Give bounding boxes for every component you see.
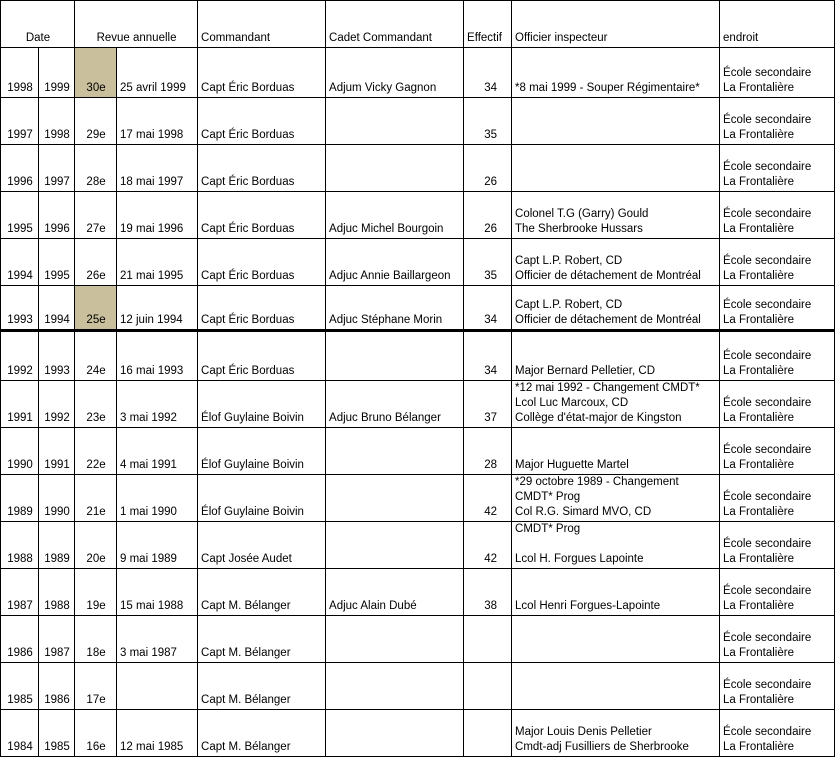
endroit-line: École secondaire bbox=[723, 397, 812, 409]
table-row bbox=[1, 616, 835, 663]
endroit-line: La Frontalière bbox=[723, 176, 794, 188]
commandant-cell: Capt Éric Borduas bbox=[198, 145, 326, 192]
cadet-commandant-cell: Adjuc Michel Bourgoin bbox=[326, 192, 464, 239]
revue-number-cell: 19e bbox=[75, 569, 117, 616]
end-year-cell: 1988 bbox=[39, 569, 75, 616]
end-year-cell: 1996 bbox=[39, 192, 75, 239]
start-year-cell: 1989 bbox=[1, 475, 39, 522]
table-row bbox=[1, 710, 835, 757]
endroit-line: École secondaire bbox=[723, 67, 812, 79]
end-year-cell: 1994 bbox=[39, 286, 75, 331]
commandant-cell: Capt M. Bélanger bbox=[198, 663, 326, 710]
revue-number-cell: 29e bbox=[75, 98, 117, 145]
revue-date-cell: 21 mai 1995 bbox=[117, 239, 198, 286]
effectif-cell: 35 bbox=[464, 98, 512, 145]
officier-line: Officier de détachement de Montréal bbox=[515, 314, 701, 326]
cadet-commandant-cell bbox=[326, 98, 464, 145]
officier-line: Lcol Henri Forgues-Lapointe bbox=[515, 600, 661, 612]
end-year-cell: 1989 bbox=[39, 522, 75, 569]
end-year-cell: 1997 bbox=[39, 145, 75, 192]
header-row bbox=[1, 1, 835, 48]
effectif-cell: 34 bbox=[464, 286, 512, 331]
officier-line: *12 mai 1992 - Changement CMDT* bbox=[515, 382, 700, 394]
revue-number-cell: 18e bbox=[75, 616, 117, 663]
officier-line: Colonel T.G (Garry) Gould bbox=[515, 208, 649, 220]
revue-number-cell: 28e bbox=[75, 145, 117, 192]
start-year-cell: 1996 bbox=[1, 145, 39, 192]
endroit-line: La Frontalière bbox=[723, 741, 794, 753]
endroit-line: École secondaire bbox=[723, 255, 812, 267]
commandant-cell: Capt M. Bélanger bbox=[198, 616, 326, 663]
table-row bbox=[1, 569, 835, 616]
endroit-line: La Frontalière bbox=[723, 506, 794, 518]
officier-inspecteur-cell bbox=[512, 475, 720, 522]
commandant-cell: Capt M. Bélanger bbox=[198, 569, 326, 616]
revue-number-cell: 30e bbox=[75, 48, 117, 98]
effectif-cell: 35 bbox=[464, 239, 512, 286]
header-date: Date bbox=[1, 1, 75, 48]
endroit-line: La Frontalière bbox=[723, 647, 794, 659]
officier-line: Cmdt-adj Fusilliers de Sherbrooke bbox=[515, 741, 689, 753]
officier-line bbox=[515, 537, 717, 552]
officier-line: CMDT* Prog bbox=[515, 523, 581, 535]
commandant-cell: Capt Éric Borduas bbox=[198, 98, 326, 145]
start-year-cell: 1985 bbox=[1, 663, 39, 710]
start-year-cell: 1991 bbox=[1, 381, 39, 428]
cadet-commandant-cell bbox=[326, 522, 464, 569]
table-row bbox=[1, 475, 835, 522]
start-year-cell: 1987 bbox=[1, 569, 39, 616]
commandant-cell: Élof Guylaine Boivin bbox=[198, 428, 326, 475]
header-effectif: Effectif bbox=[464, 1, 512, 48]
cadet-commandant-cell: Adjuc Alain Dubé bbox=[326, 569, 464, 616]
endroit-line: La Frontalière bbox=[723, 553, 794, 565]
officier-line: Capt L.P. Robert, CD bbox=[515, 255, 623, 267]
effectif-cell: 38 bbox=[464, 569, 512, 616]
officier-line: Lcol Luc Marcoux, CD bbox=[515, 397, 629, 409]
end-year-cell: 1998 bbox=[39, 98, 75, 145]
endroit-cell bbox=[720, 331, 835, 381]
officier-inspecteur-cell bbox=[512, 98, 720, 145]
effectif-cell: 34 bbox=[464, 48, 512, 98]
header-endroit: endroit bbox=[720, 1, 835, 48]
revue-number-cell: 24e bbox=[75, 331, 117, 381]
commandant-cell: Capt Éric Borduas bbox=[198, 239, 326, 286]
revue-date-cell: 18 mai 1997 bbox=[117, 145, 198, 192]
commandant-cell: Capt Éric Borduas bbox=[198, 48, 326, 98]
endroit-line: La Frontalière bbox=[723, 600, 794, 612]
commandant-cell: Capt M. Bélanger bbox=[198, 710, 326, 757]
effectif-cell: 26 bbox=[464, 192, 512, 239]
cadet-commandant-cell: Adjuc Annie Baillargeon bbox=[326, 239, 464, 286]
endroit-cell bbox=[720, 381, 835, 428]
start-year-cell: 1992 bbox=[1, 331, 39, 381]
endroit-line: La Frontalière bbox=[723, 270, 794, 282]
table-row bbox=[1, 428, 835, 475]
revue-date-cell: 4 mai 1991 bbox=[117, 428, 198, 475]
commandant-cell: Capt Éric Borduas bbox=[198, 192, 326, 239]
commandant-cell: Capt Éric Borduas bbox=[198, 286, 326, 331]
revue-date-cell: 12 mai 1985 bbox=[117, 710, 198, 757]
revue-number-cell: 27e bbox=[75, 192, 117, 239]
revue-number-cell: 21e bbox=[75, 475, 117, 522]
endroit-line: École secondaire bbox=[723, 161, 812, 173]
table-row bbox=[1, 331, 835, 381]
endroit-cell bbox=[720, 145, 835, 192]
effectif-cell bbox=[464, 710, 512, 757]
endroit-cell bbox=[720, 522, 835, 569]
revue-date-cell: 3 mai 1992 bbox=[117, 381, 198, 428]
effectif-cell bbox=[464, 663, 512, 710]
start-year-cell: 1994 bbox=[1, 239, 39, 286]
header-revue: Revue annuelle bbox=[75, 1, 198, 48]
revue-date-cell: 17 mai 1998 bbox=[117, 98, 198, 145]
cadet-commandant-cell bbox=[326, 331, 464, 381]
officier-line: Officier de détachement de Montréal bbox=[515, 270, 701, 282]
revue-number-cell: 23e bbox=[75, 381, 117, 428]
cadet-commandant-cell bbox=[326, 145, 464, 192]
end-year-cell: 1992 bbox=[39, 381, 75, 428]
effectif-cell bbox=[464, 616, 512, 663]
officier-line: CMDT* Prog bbox=[515, 491, 581, 503]
start-year-cell: 1998 bbox=[1, 48, 39, 98]
start-year-cell: 1997 bbox=[1, 98, 39, 145]
revue-date-cell: 12 juin 1994 bbox=[117, 286, 198, 331]
table-row bbox=[1, 192, 835, 239]
revue-date-cell: 3 mai 1987 bbox=[117, 616, 198, 663]
effectif-cell: 37 bbox=[464, 381, 512, 428]
revue-number-cell: 16e bbox=[75, 710, 117, 757]
revue-date-cell: 9 mai 1989 bbox=[117, 522, 198, 569]
endroit-line: École secondaire bbox=[723, 350, 812, 362]
end-year-cell: 1985 bbox=[39, 710, 75, 757]
start-year-cell: 1995 bbox=[1, 192, 39, 239]
cadet-commandant-cell bbox=[326, 475, 464, 522]
officier-inspecteur-cell bbox=[512, 522, 720, 569]
revue-date-cell bbox=[117, 663, 198, 710]
cadet-commandant-cell: Adjum Vicky Gagnon bbox=[326, 48, 464, 98]
end-year-cell: 1999 bbox=[39, 48, 75, 98]
cadet-commandant-cell: Adjuc Stéphane Morin bbox=[326, 286, 464, 331]
endroit-cell bbox=[720, 616, 835, 663]
officier-line: Major Louis Denis Pelletier bbox=[515, 726, 652, 738]
officier-inspecteur-cell bbox=[512, 569, 720, 616]
endroit-cell bbox=[720, 48, 835, 98]
endroit-cell bbox=[720, 98, 835, 145]
end-year-cell: 1987 bbox=[39, 616, 75, 663]
officier-inspecteur-cell bbox=[512, 710, 720, 757]
endroit-line: La Frontalière bbox=[723, 365, 794, 377]
table-row bbox=[1, 48, 835, 98]
officier-inspecteur-cell bbox=[512, 239, 720, 286]
commandant-cell: Capt Josée Audet bbox=[198, 522, 326, 569]
table-body bbox=[1, 48, 835, 757]
commandant-cell: Élof Guylaine Boivin bbox=[198, 475, 326, 522]
end-year-cell: 1986 bbox=[39, 663, 75, 710]
effectif-cell: 34 bbox=[464, 331, 512, 381]
officier-inspecteur-cell bbox=[512, 145, 720, 192]
endroit-line: La Frontalière bbox=[723, 223, 794, 235]
revue-number-cell: 25e bbox=[75, 286, 117, 331]
officier-line: Major Bernard Pelletier, CD bbox=[515, 365, 656, 377]
table-row bbox=[1, 381, 835, 428]
endroit-line: La Frontalière bbox=[723, 82, 794, 94]
commandant-cell: Élof Guylaine Boivin bbox=[198, 381, 326, 428]
officier-inspecteur-cell bbox=[512, 428, 720, 475]
effectif-cell: 42 bbox=[464, 522, 512, 569]
officier-line: Capt L.P. Robert, CD bbox=[515, 299, 623, 311]
endroit-line: École secondaire bbox=[723, 299, 812, 311]
table-row bbox=[1, 286, 835, 331]
start-year-cell: 1993 bbox=[1, 286, 39, 331]
effectif-cell: 28 bbox=[464, 428, 512, 475]
endroit-line: La Frontalière bbox=[723, 412, 794, 424]
endroit-cell bbox=[720, 663, 835, 710]
table-row bbox=[1, 98, 835, 145]
officier-inspecteur-cell bbox=[512, 192, 720, 239]
endroit-cell bbox=[720, 286, 835, 331]
effectif-cell: 42 bbox=[464, 475, 512, 522]
officier-inspecteur-cell bbox=[512, 286, 720, 331]
endroit-line: École secondaire bbox=[723, 632, 812, 644]
endroit-line: École secondaire bbox=[723, 679, 812, 691]
endroit-cell bbox=[720, 192, 835, 239]
endroit-line: La Frontalière bbox=[723, 314, 794, 326]
officier-line: *29 octobre 1989 - Changement bbox=[515, 476, 679, 488]
endroit-cell bbox=[720, 428, 835, 475]
revue-date-cell: 16 mai 1993 bbox=[117, 331, 198, 381]
endroit-line: École secondaire bbox=[723, 208, 812, 220]
endroit-cell bbox=[720, 239, 835, 286]
revue-date-cell: 1 mai 1990 bbox=[117, 475, 198, 522]
start-year-cell: 1984 bbox=[1, 710, 39, 757]
table-row bbox=[1, 522, 835, 569]
endroit-line: École secondaire bbox=[723, 444, 812, 456]
table-row bbox=[1, 239, 835, 286]
header-officier: Officier inspecteur bbox=[512, 1, 720, 48]
endroit-cell bbox=[720, 569, 835, 616]
endroit-line: La Frontalière bbox=[723, 129, 794, 141]
endroit-line: École secondaire bbox=[723, 585, 812, 597]
endroit-cell bbox=[720, 710, 835, 757]
officier-line: Lcol H. Forgues Lapointe bbox=[515, 553, 644, 565]
cadet-commandant-cell bbox=[326, 616, 464, 663]
revue-date-cell: 25 avril 1999 bbox=[117, 48, 198, 98]
revue-date-cell: 19 mai 1996 bbox=[117, 192, 198, 239]
end-year-cell: 1993 bbox=[39, 331, 75, 381]
endroit-line: École secondaire bbox=[723, 726, 812, 738]
endroit-line: École secondaire bbox=[723, 114, 812, 126]
cadet-commandant-cell bbox=[326, 428, 464, 475]
endroit-cell bbox=[720, 475, 835, 522]
header-cadet: Cadet Commandant bbox=[326, 1, 464, 48]
end-year-cell: 1995 bbox=[39, 239, 75, 286]
start-year-cell: 1986 bbox=[1, 616, 39, 663]
revue-date-cell: 15 mai 1988 bbox=[117, 569, 198, 616]
header-commandant: Commandant bbox=[198, 1, 326, 48]
end-year-cell: 1990 bbox=[39, 475, 75, 522]
officier-inspecteur-cell bbox=[512, 616, 720, 663]
table-row bbox=[1, 663, 835, 710]
officier-line: Major Huguette Martel bbox=[515, 459, 629, 471]
start-year-cell: 1988 bbox=[1, 522, 39, 569]
endroit-line: École secondaire bbox=[723, 538, 812, 550]
officier-inspecteur-cell bbox=[512, 331, 720, 381]
revue-number-cell: 20e bbox=[75, 522, 117, 569]
endroit-line: École secondaire bbox=[723, 491, 812, 503]
officier-line: Collège d'état-major de Kingston bbox=[515, 412, 682, 424]
officier-line: *8 mai 1999 - Souper Régimentaire* bbox=[515, 82, 700, 94]
officier-inspecteur-cell bbox=[512, 663, 720, 710]
table-row bbox=[1, 145, 835, 192]
end-year-cell: 1991 bbox=[39, 428, 75, 475]
effectif-cell: 26 bbox=[464, 145, 512, 192]
cadet-commandant-cell bbox=[326, 663, 464, 710]
officier-inspecteur-cell bbox=[512, 48, 720, 98]
officier-line: The Sherbrooke Hussars bbox=[515, 223, 643, 235]
start-year-cell: 1990 bbox=[1, 428, 39, 475]
revue-number-cell: 22e bbox=[75, 428, 117, 475]
revue-number-cell: 17e bbox=[75, 663, 117, 710]
revue-number-cell: 26e bbox=[75, 239, 117, 286]
cadet-commandant-cell bbox=[326, 710, 464, 757]
officier-inspecteur-cell bbox=[512, 381, 720, 428]
officier-line: Col R.G. Simard MVO, CD bbox=[515, 506, 652, 518]
commandant-cell: Capt Éric Borduas bbox=[198, 331, 326, 381]
endroit-line: La Frontalière bbox=[723, 694, 794, 706]
cadet-commandant-cell: Adjuc Bruno Bélanger bbox=[326, 381, 464, 428]
endroit-line: La Frontalière bbox=[723, 459, 794, 471]
